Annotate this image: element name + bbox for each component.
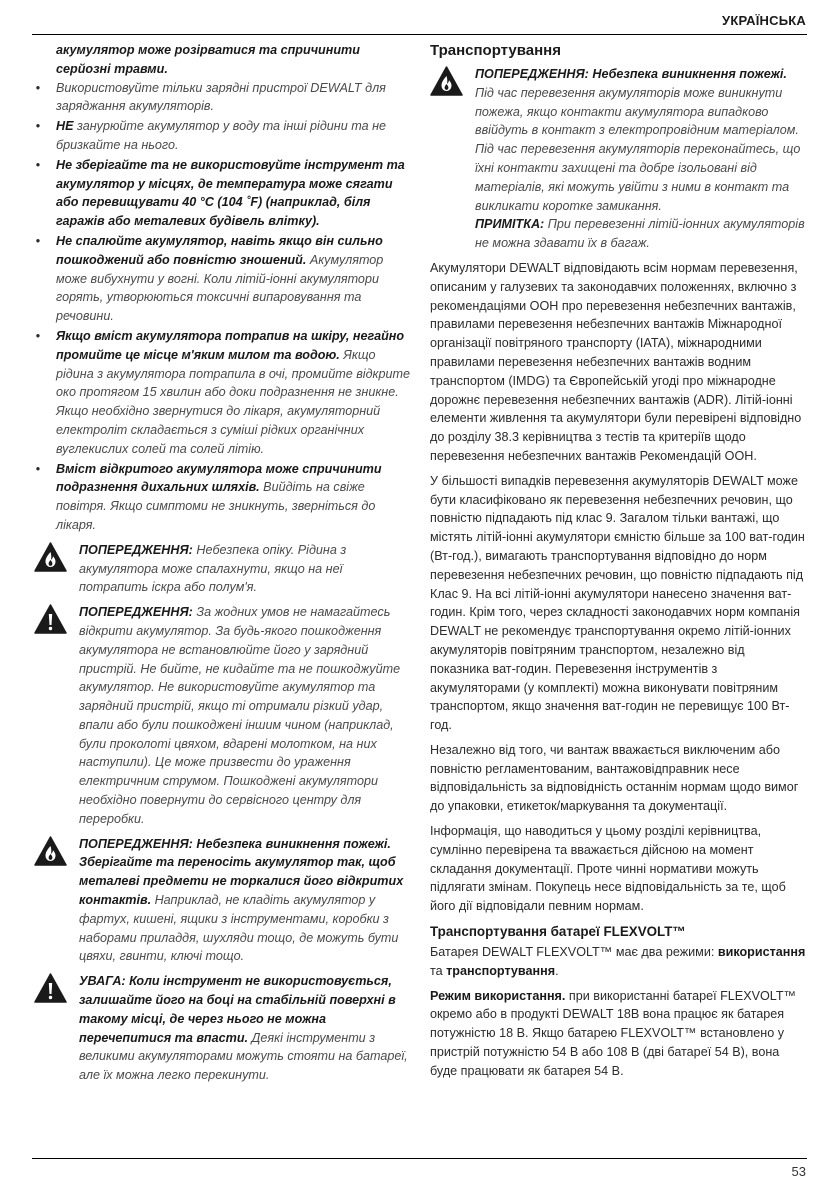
list-item-text: Якщо рідина з акумулятора потрапила в очі, промийте відкрите око протягом 15 хвилин або доки подразнення не зникне. Якщо необхідно звернутися до лікаря, акумуляторний електроліт складається з суміші рідких органічних вуглекислих солей та солей літію. xyxy=(56,347,411,456)
list-item xyxy=(34,79,412,117)
paragraph: Інформація, що наводиться у цьому розділі керівництва, сумлінно перевірена та вважається дійсною на момент складання документації. Проте чинні нормативи можуть підлягати змінам. Покупець несе відповідальність за те, щоб його дії відповідали певним нормам. xyxy=(430,824,786,914)
list-item-bold: НЕ xyxy=(56,119,74,134)
list-item xyxy=(34,460,412,535)
header-language: УКРАЇНСЬКА xyxy=(722,13,806,28)
warning-label: ПОПЕРЕДЖЕННЯ: xyxy=(79,605,193,620)
list-item xyxy=(34,327,412,459)
warning-text: Під час перевезення акумуляторів може виникнути пожежа, якщо контакти акумулятора випадково ввійдуть в контакт з електропровідним матеріалом. Під час перевезення акумуляторів переконайтесь, що їхні контакти захищені та добре ізольовані від матеріалів, які можуть увійти з ними в контакт та викликати коротке замикання. xyxy=(475,85,801,213)
warning-label: ПОПЕРЕДЖЕННЯ: Небезпека виникнення пожежі. Зберігайте та переносіть акумулятор так, щоб металеві предмети не торкалися його відкритих контактів. xyxy=(79,836,404,908)
warning-triangle-icon xyxy=(34,973,67,1003)
section-heading-flexvolt: Транспортування батареї FLEXVOLT™ xyxy=(430,924,686,940)
left-column xyxy=(34,41,412,1087)
warning-label: УВАГА: Коли інструмент не використовується, залишайте його на боці на стабільній поверхні в такому місці, де через нього не можна перечепитися та впасти. xyxy=(79,974,396,1045)
mode-transport: транспортування xyxy=(446,963,556,978)
list-item-bold: Не спалюйте акумулятор, навіть якщо він сильно пошкоджений або повністю зношений. xyxy=(56,233,383,267)
list-item-text: Використовуйте тільки зарядні пристрої DEWALT для заряджання акумуляторів. xyxy=(56,80,386,114)
bullet: • xyxy=(35,233,41,248)
fire-warning-icon xyxy=(34,836,67,866)
list-item-bold: Вміст відкритого акумулятора може спричинити подразнення дихальних шляхів. xyxy=(56,461,382,495)
warning-label: ПОПЕРЕДЖЕННЯ: Небезпека виникнення пожежі. xyxy=(475,67,787,81)
bullet: • xyxy=(35,157,41,172)
paragraph: Акумулятори DEWALT відповідають всім нормам перевезення, описаним у галузевих та законодавчих положеннях, включно з рекомендаціями ООН про перевезення небезпечних вантажів, правилами перевезення небезпечних вантажів Міжнародної організації повітряного транспорту (IATA), міжнародними правилами перевезення небезпечних вантажів водним транспортом (IMDG) та Європейській угоді про міжнародне дорожнє перевезення небезпечних вантажів (ADR). Літій-іонні елементи живлення та акумулятори були перевірені відповідно до розділу 38.3 керівництва з тестів та критеріїв щодо перевезення небезпечних вантажів Рекомендацій ООН. xyxy=(430,260,802,463)
bullet: • xyxy=(35,461,41,476)
bullet: • xyxy=(35,119,41,134)
note-label: ПРИМІТКА: xyxy=(475,217,545,232)
header-divider xyxy=(32,34,807,35)
warning-text: За жодних умов не намагайтесь відкрити акумулятор. За будь-якого пошкодження акумулятора не встановлюйте його у зарядний пристрій. Не бийте, не кидайте та не пошкоджуйте акумулятор. Не використовуйте акумулятор та зарядний пристрій, якщо ті отримали різкий удар, впали або були пошкоджені іншим чином (наприклад, були проколоті цвяхом, вдарені молотком, на них наступили). Це може призвести до ураження електричним струмом. Пошкоджені акумулятори необхідно повернути до сервісного центру для переробки. xyxy=(79,605,401,826)
paragraph xyxy=(430,987,807,1081)
list-item-text: занурюйте акумулятор у воду та інші рідини та не бризкайте на нього. xyxy=(56,119,387,152)
general-warning xyxy=(34,603,412,829)
caution-warning xyxy=(34,972,412,1085)
footer-divider xyxy=(32,1158,807,1159)
text: при використанні батареї FLEXVOLT™ окремо або в продукті DEWALT 18В вона працює як батарея потужністю 18 В. Якщо батарею FLEXVOLT™ встановлено у пристрій потужністю 54 В або 108 В (дві батареї 54 В), вона буде працювати як батарея 54 В. xyxy=(430,988,797,1078)
section-heading-transport: Транспортування xyxy=(430,42,561,59)
bullet: • xyxy=(35,328,41,343)
right-column xyxy=(430,41,807,1081)
list-item xyxy=(34,232,412,326)
list-item-text: Вийдіть на свіже повітря. Якщо симптоми не зникнуть, зверніться до лікаря. xyxy=(56,480,376,532)
list-item xyxy=(34,156,412,231)
fire-warning-icon xyxy=(430,66,463,96)
text: Батарея DEWALT FLEXVOLT™ має два режими: xyxy=(430,945,718,960)
warning-text: Деякі інструменти з великими акумуляторами можуть стояти на батареї, але їх можна легко перекинути. xyxy=(79,1030,408,1083)
intro-continuation: акумулятор може розірватися та спричинити серйозні травми. xyxy=(56,43,360,76)
fire-warning xyxy=(34,835,412,967)
paragraph: Незалежно від того, чи вантаж вважається виключеним або повністю регламентованим, вантажовідправник несе відповідальність за відповідність останнім нормам щодо вимог до упаковки, етикеток/маркування та документації. xyxy=(430,742,799,814)
list-item-bold: Якщо вміст акумулятора потрапив на шкіру, негайно промийте це місце м'яким милом та водою. xyxy=(56,328,405,362)
list-item-bold: Не зберігайте та не використовуйте інструмент та акумулятор у місцях, де температура може сягати або перевищувати 40 °C (104 ˚F) (наприклад, біля гаражів або металевих будівель влітку). xyxy=(56,157,405,229)
list-item-text: Акумулятор може вибухнути у вогні. Коли літій-іонні акумулятори горять, утворюються токсичні випаровування та речовини. xyxy=(56,252,384,324)
mode-label: Режим використання. xyxy=(430,988,566,1003)
list-item xyxy=(34,117,412,155)
paragraph xyxy=(430,943,807,981)
bullet: • xyxy=(35,80,41,95)
warning-triangle-icon xyxy=(34,604,67,634)
mode-use: використання xyxy=(717,945,806,960)
warning-text: Наприклад, не кладіть акумулятор у фартух, кишені, ящики з інструментами, коробки з наборами приладдя, шухляди тощо, де можуть бути цвяхи, гвинти, ключі тощо. xyxy=(79,893,399,964)
fire-warning xyxy=(430,65,807,253)
text: та xyxy=(430,963,447,978)
warning-text: Небезпека опіку. Рідина з акумулятора може спалахнути, якщо на неї потрапить іскра або полум'я. xyxy=(79,542,347,595)
fire-warning xyxy=(34,541,412,597)
note-text: При перевезенні літій-іонних акумуляторів не можна здавати їх в багаж. xyxy=(475,217,805,251)
fire-warning-icon xyxy=(34,542,67,572)
warning-label: ПОПЕРЕДЖЕННЯ: xyxy=(79,542,193,557)
page-number: 53 xyxy=(791,1164,806,1179)
paragraph: У більшості випадків перевезення акумуляторів DEWALT може бути класифіковано як перевезення небезпечних речовин, що повністю підпадають під клас 9. Загалом тільки вантажі, що містять літій-іонні акумулятори ємністю більше за 100 ват-годин (Вт-год.), вимагають транспортування відповідно до норм перевезення небезпечних речовин, що повністю підпадають під Клас 9. На всі літій-іонні акумулятори нанесено значення ват-годин. Крім того, через складності законодавчих норм компанія DEWALT не рекомендує транспортування окремо літій-іонних акумуляторів повітряним транспортом, незалежно від показника ват-годин. Перевезення інструментів з акумуляторами (у комплекті) можна виконувати повітряним транспортом, якщо значення ват-годин не перевищує 100 Вт-год. xyxy=(430,473,805,733)
text: . xyxy=(555,963,559,978)
